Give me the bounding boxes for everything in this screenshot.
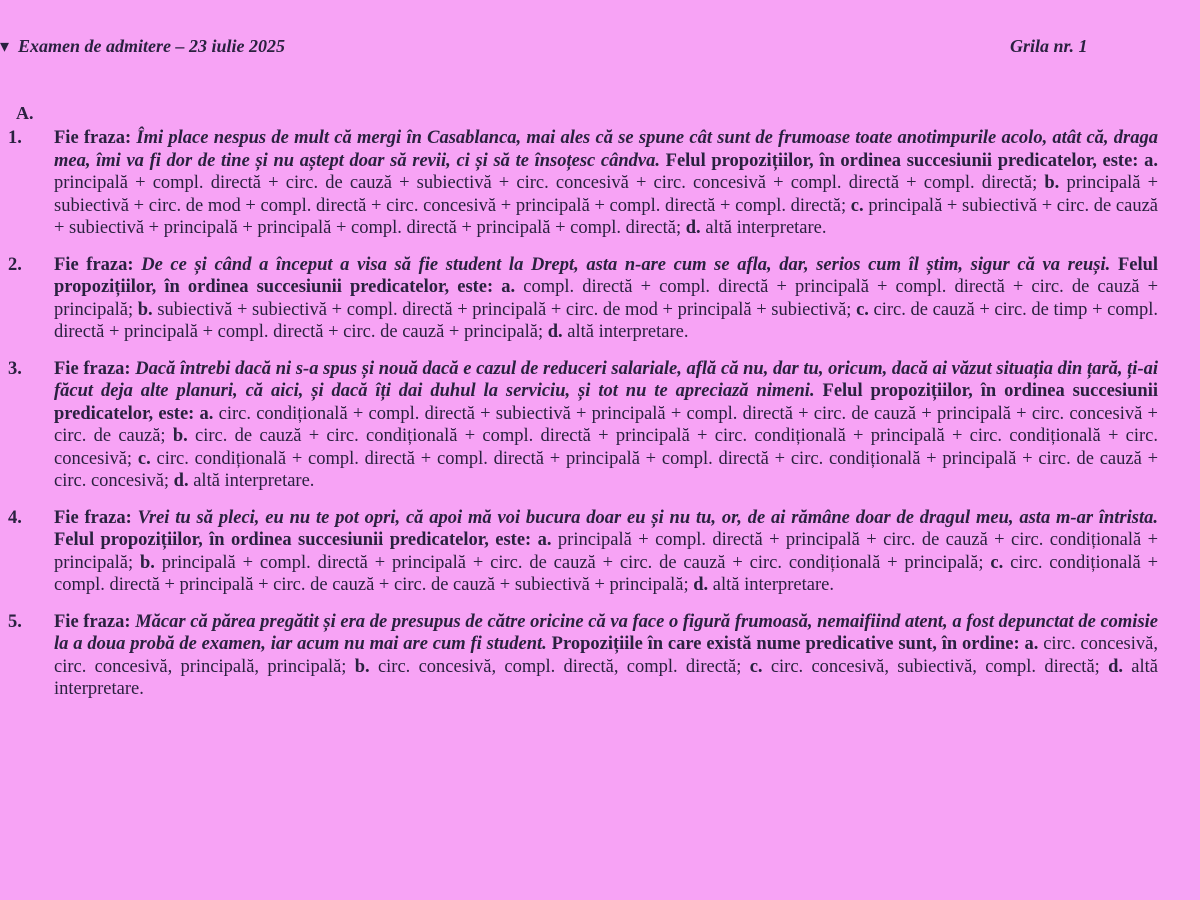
corner-mark: ▾ [0, 36, 10, 56]
option-letter: c. [990, 552, 1004, 573]
option-letter: a. [501, 277, 516, 297]
option-c-text: circ. condițională + compl. directă + compl. directă + principală + compl. directă + circ. condițională + principală + circ. de cauză + circ. concesivă; [54, 448, 1159, 491]
question-prompt: Felul propozițiilor, în ordinea succesiunii predicatelor, este: [54, 530, 532, 550]
question-prompt: Felul propozițiilor, în ordinea succesiunii predicatelor, este: [54, 254, 1159, 297]
question-sentence: Măcar că părea pregătit și era de presupus de către oricine că va face o figură frumoasă, nemaifiind atent, a fost depunctat de comisie la a doua probă de examen, iar acum nu mai are cum fi student. [54, 611, 1158, 654]
question-intro: Fie fraza: [54, 358, 131, 379]
option-d-text: altă interpretare. [705, 218, 827, 238]
option-letter: a. [1024, 634, 1039, 654]
option-letter: b. [139, 552, 155, 573]
option-letter: c. [137, 448, 151, 469]
question-prompt: Felul propozițiilor, în ordinea succesiunii predicatelor, este: [54, 381, 1158, 424]
option-letter: d. [547, 322, 563, 342]
question-number: 1. [8, 128, 22, 148]
option-letter: a. [199, 403, 214, 424]
question-sentence: Vrei tu să pleci, eu nu te pot opri, că apoi mă voi bucura doar eu și nu tu, or, de ai rămâne doar de dragul meu, asta m-ar întrista. [137, 507, 1158, 528]
option-letter: b. [137, 299, 153, 320]
question-number: 2. [8, 254, 22, 275]
option-letter: d. [1108, 656, 1124, 677]
exam-title: Examen de admitere – 23 iulie 2025 [18, 36, 285, 56]
option-d-text: altă interpretare. [567, 322, 689, 342]
option-a-text: compl. directă + compl. directă + principală + compl. directă + circ. de cauză + principală; [54, 277, 1159, 320]
question-item [0, 127, 1158, 240]
option-d-text: altă interpretare. [712, 575, 834, 595]
question-intro: Fie fraza: [54, 254, 134, 275]
question-number: 4. [8, 507, 22, 528]
option-c-text: principală + subiectivă + circ. de cauză + subiectivă + principală + principală + compl. directă + principală + compl. directă; [54, 195, 1159, 238]
option-letter: c. [749, 656, 763, 677]
option-letter: b. [354, 656, 370, 677]
question-item [0, 611, 1158, 701]
question-sentence: De ce și când a început a visa să fie student la Drept, asta n-are cum se afla, dar, serios cum îl știm, sigur că va reuși. [141, 254, 1111, 275]
question-number: 5. [8, 611, 22, 632]
question-item [0, 254, 1158, 344]
option-b-text: principală + compl. directă + principală + circ. de cauză + circ. de cauză + circ. condițională + principală; [161, 552, 984, 573]
option-c-text: circ. de cauză + circ. de timp + compl. directă + principală + compl. directă + circ. de cauză + principală; [54, 299, 1159, 342]
option-b-text: circ. de cauză + circ. condițională + compl. directă + principală + circ. condițională + principală + circ. condițională + circ. concesivă; [54, 426, 1159, 469]
option-letter: d. [693, 575, 709, 595]
option-d-text: altă interpretare. [193, 471, 315, 491]
question-sentence: Îmi place nespus de mult că mergi în Casablanca, mai ales că se spune cât sunt de frumoase toate anotimpurile acolo, atât că, draga mea, îmi va fi dor de tine și nu aștept doar să revii, ci și să te însoțesc cândva. [54, 128, 1158, 171]
question-item [0, 507, 1158, 597]
question-intro: Fie fraza: [54, 611, 131, 632]
option-letter: b. [172, 426, 188, 446]
option-d-text: altă interpretare. [54, 656, 1158, 699]
option-letter: b. [1044, 173, 1060, 193]
question-prompt: Felul propozițiilor, în ordinea succesiunii predicatelor, este: [665, 150, 1139, 171]
question-list [0, 127, 1200, 715]
option-letter: d. [685, 218, 701, 238]
option-letter: c. [856, 299, 869, 320]
option-letter: c. [850, 195, 864, 216]
option-letter: d. [173, 471, 189, 491]
option-a-text: principală + compl. directă + principală + circ. de cauză + circ. condițională + principală; [54, 530, 1159, 573]
question-item [0, 358, 1158, 493]
option-a-text: principală + compl. directă + circ. de cauză + subiectivă + circ. concesivă + circ. concesivă + compl. directă + compl. directă; [54, 173, 1038, 193]
option-letter: a. [537, 530, 552, 550]
question-number: 3. [8, 358, 22, 379]
option-c-text: circ. concesivă, subiectivă, compl. directă; [770, 656, 1100, 677]
grid-number: Grila nr. 1 [1010, 36, 1088, 56]
question-intro: Fie fraza: [54, 128, 132, 148]
section-label: A. [16, 103, 34, 123]
option-b-text: principală + subiectivă + circ. de mod + compl. directă + circ. concesivă + principală + compl. directă + compl. directă; [54, 173, 1159, 216]
option-b-text: circ. concesivă, compl. directă, compl. directă; [377, 656, 742, 677]
option-a-text: circ. concesivă, circ. concesivă, principală, principală; [54, 634, 1158, 677]
option-b-text: subiectivă + subiectivă + compl. directă + principală + circ. de mod + principală + subiectivă; [157, 299, 852, 320]
page-header [0, 36, 1200, 62]
option-a-text: circ. condițională + compl. directă + subiectivă + principală + compl. directă + circ. de cauză + principală + circ. concesivă + circ. de cauză; [54, 403, 1158, 446]
question-prompt: Propozițiile în care există nume predicative sunt, în ordine: [551, 634, 1020, 654]
option-letter: a. [1144, 150, 1159, 171]
question-intro: Fie fraza: [54, 507, 132, 528]
option-c-text: circ. condițională + compl. directă + principală + circ. de cauză + circ. de cauză + subiectivă + principală; [54, 552, 1159, 595]
question-sentence: Dacă întrebi dacă ni s-a spus și nouă dacă e cazul de reduceri salariale, află că nu, dar tu, oricum, dacă ai văzut situația din țară, ți-ai făcut deja alte planuri, că aici, și dacă îți dai duhul la serviciu, și tot nu te apreciază nimeni. [54, 358, 1159, 401]
